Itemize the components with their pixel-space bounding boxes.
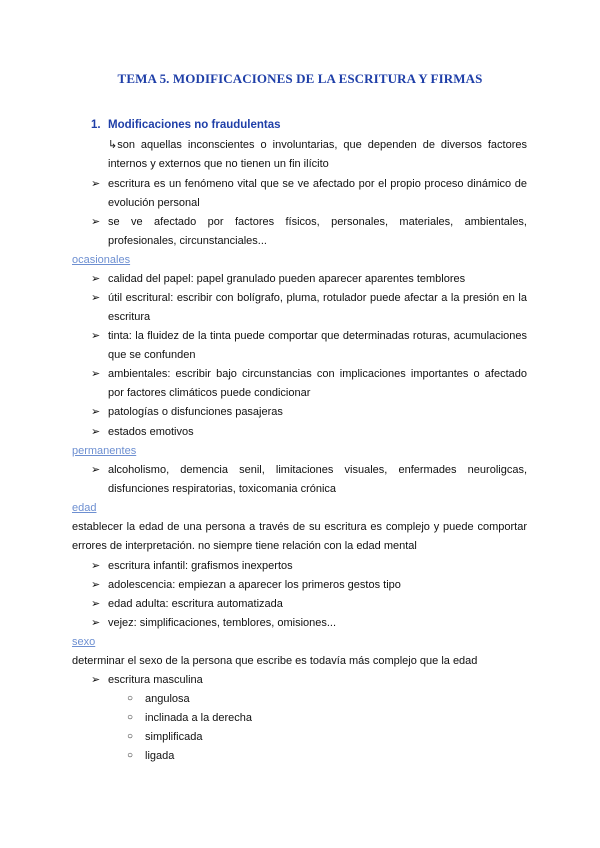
sexo-paragraph: determinar el sexo de la persona que escribe es todavía más complejo que la edad	[72, 655, 478, 667]
section-edad: edad	[72, 502, 97, 514]
intro-line-2: internos y externos que no tienen un fin ilícito	[108, 158, 329, 170]
permanentes-item-1-line-2: disfunciones respiratorias, toxicomania crónica	[108, 483, 337, 495]
edad-item-2: adolescencia: empiezan a aparecer los primeros gestos tipo	[108, 579, 401, 591]
sexo-subitem-2: inclinada a la derecha	[145, 712, 253, 724]
heading-label: Modificaciones no fraudulentas	[108, 119, 281, 131]
general-bullet-2-line-2: profesionales, circunstanciales...	[108, 235, 267, 247]
edad-paragraph-line-2: errores de interpretación. no siempre tiene relación con la edad mental	[72, 540, 417, 552]
arrow-bullet-icon: ➢	[91, 368, 101, 380]
page-title: TEMA 5. MODIFICACIONES DE LA ESCRITURA Y FIRMAS	[117, 71, 483, 86]
intro-line-1: ↳son aquellas inconscientes o involuntarias, que dependen de diversos factores	[108, 139, 527, 151]
ocasionales-item-3-line-2: que se confunden	[108, 349, 196, 361]
ocasionales-item-4-line-2: por factores climáticos puede condicionar	[108, 387, 311, 399]
arrow-bullet-icon: ➢	[91, 178, 101, 190]
circle-bullet-icon: ○	[127, 731, 134, 742]
section-ocasionales: ocasionales	[72, 254, 131, 266]
ocasionales-item-2-line-1: útil escritural: escribir con bolígrafo, pluma, rotulador puede afectar a la presión en la	[108, 292, 527, 304]
sexo-subitem-1: angulosa	[145, 693, 190, 705]
general-bullet-1-line-1: escritura es un fenómeno vital que se ve afectado por el propio proceso dinámico de	[108, 178, 527, 190]
ocasionales-item-5: patologías o disfunciones pasajeras	[108, 406, 283, 418]
arrow-bullet-icon: ➢	[91, 292, 101, 304]
general-bullet-1-line-2: evolución personal	[108, 197, 200, 209]
ocasionales-item-4-line-1: ambientales: escribir bajo circunstancias con implicaciones importantes o afectado	[108, 368, 527, 380]
arrow-bullet-icon: ➢	[91, 674, 101, 686]
arrow-bullet-icon: ➢	[91, 273, 101, 285]
arrow-bullet-icon: ➢	[91, 579, 101, 591]
arrow-bullet-icon: ➢	[91, 598, 101, 610]
ocasionales-item-1: calidad del papel: papel granulado pueden aparecer aparentes temblores	[108, 273, 466, 285]
sexo-subitem-3: simplificada	[145, 731, 203, 743]
section-permanentes: permanentes	[72, 445, 137, 457]
arrow-bullet-icon: ➢	[91, 330, 101, 342]
arrow-bullet-icon: ➢	[91, 617, 101, 629]
arrow-bullet-icon: ➢	[91, 426, 101, 438]
circle-bullet-icon: ○	[127, 750, 134, 761]
permanentes-item-1-line-1: alcoholismo, demencia senil, limitaciones visuales, enfermades neuroligcas,	[108, 464, 527, 476]
sexo-subitem-4: ligada	[145, 750, 175, 762]
edad-item-3: edad adulta: escritura automatizada	[108, 598, 283, 610]
ocasionales-item-6: estados emotivos	[108, 426, 194, 438]
edad-item-4: vejez: simplificaciones, temblores, omisiones...	[108, 617, 337, 629]
arrow-bullet-icon: ➢	[91, 560, 101, 572]
edad-item-1: escritura infantil: grafismos inexpertos	[108, 560, 293, 572]
arrow-bullet-icon: ➢	[91, 406, 101, 418]
circle-bullet-icon: ○	[127, 693, 134, 704]
circle-bullet-icon: ○	[127, 712, 134, 723]
heading-number: 1.	[91, 119, 101, 131]
ocasionales-item-3-line-1: tinta: la fluidez de la tinta puede comportar que determinadas roturas, acumulaciones	[108, 330, 527, 342]
arrow-bullet-icon: ➢	[91, 464, 101, 476]
ocasionales-item-2-line-2: escritura	[108, 311, 151, 323]
edad-paragraph-line-1: establecer la edad de una persona a través de su escritura es complejo y puede comportar	[72, 521, 527, 533]
sexo-item-1: escritura masculina	[108, 674, 203, 686]
section-sexo: sexo	[72, 636, 96, 648]
general-bullet-2-line-1: se ve afectado por factores físicos, personales, materiales, ambientales,	[108, 216, 527, 228]
arrow-bullet-icon: ➢	[91, 216, 101, 228]
